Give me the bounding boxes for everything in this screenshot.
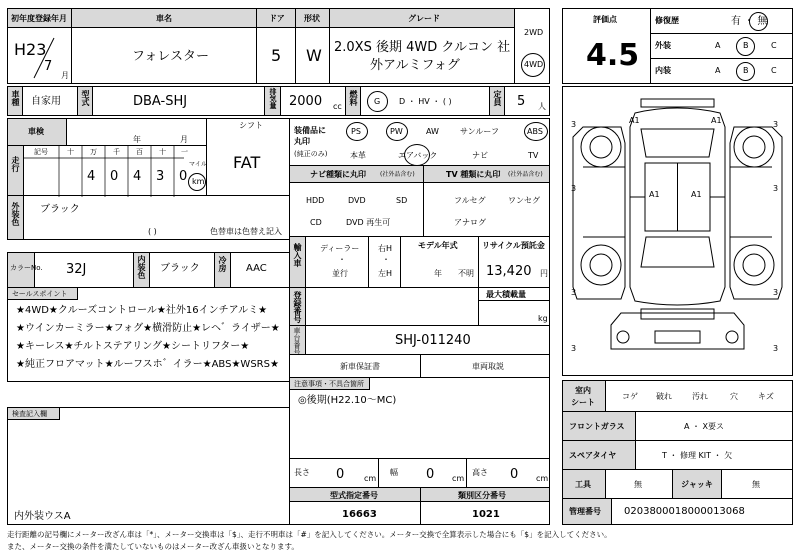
- tools-value: 無: [634, 480, 642, 489]
- displacement-value: 2000: [289, 94, 323, 109]
- sales-line: ★4WD★クルーズコントロール★社外16インチアルミ★: [16, 305, 268, 316]
- inspector-cell: 検査記入欄 内外装ウスA: [7, 407, 290, 525]
- dmg-code: A1: [649, 190, 660, 199]
- dmg-code: A1: [691, 190, 702, 199]
- type-value: DBA-SHJ: [133, 94, 188, 109]
- color-code-row: カラーNo. 32J 内装色 ブラック 冷房 AAC: [7, 252, 290, 288]
- dmg-code: A1: [711, 116, 722, 125]
- repair-none-circle: [749, 12, 768, 31]
- exterior-row: 外装 A B C: [650, 33, 793, 59]
- shift-value: FAT: [233, 153, 261, 172]
- drive-cell: 2WD 4WD: [514, 8, 550, 84]
- sales-points: セールスポイント ★4WD★クルーズコントロール★社外16インチアルミ★ ★ウインカーミラー★フォグ★横滑防止★レヘ゛ライザー★ ★キーレス★チルトステアリング★シートリフター★ ★純正フロアマット★ルーフスホ゛イラー★ABS★WSRS★: [7, 287, 290, 382]
- category-value: 1021: [472, 509, 500, 520]
- notes-cell: 注意事項・不具合箇所 ◎後期(H22.10〜MC): [289, 377, 550, 459]
- registration-row: 登録番号 最大積載量 kg: [289, 287, 550, 326]
- footer-line2: また、メーター交換の条件を満たしていないものはメーター改ざん車扱いとなります。: [7, 542, 299, 551]
- model-cell: [71, 27, 257, 84]
- interior-b-circle: [736, 62, 755, 81]
- grade-line1: 2.0XS 後期 4WD クルコン 社: [334, 40, 511, 55]
- hdr-shape: 形状: [295, 8, 330, 28]
- year-value: H23: [14, 40, 47, 59]
- tv-cell: TV 種類に丸印 (社外品含む) フルセグ ワンセグ アナログ: [423, 165, 550, 237]
- recycle-value: 13,420: [486, 264, 532, 279]
- import-row: 輸入車 ディーラー ・ 並行 右H ・ 左H モデル年式 年 不明 リサイクル預託金 13,420 円: [289, 236, 550, 288]
- shape-cell: [295, 27, 330, 84]
- dmg-code: A1: [629, 116, 640, 125]
- grade-cell: [329, 27, 515, 84]
- mileage-grid: 記号 十 万 千 百 十 一 4 0 4 3 0 マイル km: [23, 145, 207, 196]
- navi-cell: ナビ種類に丸印 (社外品含む) HDD DVD SD CD DVD 再生可: [289, 165, 424, 237]
- score-value: 4.5: [586, 38, 640, 73]
- hdr-grade: グレード: [329, 8, 515, 28]
- shift-cell: シフト FAT: [206, 118, 290, 196]
- jack-value: 無: [752, 480, 760, 489]
- door-value: 5: [271, 46, 282, 65]
- management-value: 0203800018000013068: [624, 506, 745, 517]
- score-cell: 評価点 4.5: [562, 8, 651, 84]
- warranty-row: 新車保証書 車両取説: [289, 354, 550, 378]
- door-cell: [256, 27, 296, 84]
- month-value: 7: [44, 59, 53, 74]
- chassis-value: SHJ-011240: [395, 333, 471, 348]
- car-outline-icon: [563, 87, 792, 375]
- interior-color-value: ブラック: [160, 263, 200, 274]
- notes-value: ◎後期(H22.10〜MC): [298, 395, 397, 406]
- hdr-year: 初年度登録年月: [7, 8, 72, 28]
- shape-value: W: [306, 46, 322, 65]
- ac-value: AAC: [246, 263, 267, 274]
- type-cert-value: 16663: [342, 509, 377, 520]
- vehicle-kbn: 自家用: [31, 96, 61, 107]
- mileage-digit: 4: [87, 169, 96, 184]
- capacity-value: 5: [517, 94, 526, 109]
- year-cell: H23 7 月: [7, 27, 72, 84]
- model-value: フォレスター: [132, 49, 209, 64]
- mileage-digit: 0: [110, 169, 119, 184]
- exterior-b-circle: [736, 37, 755, 56]
- repair-row: 修復歴 有 ・ 無: [650, 8, 793, 34]
- footer-line1: 走行距離の記号欄にメーター改ざん車は「*」、メーター交換車は「$」、走行不明車は「#」を記入してください。メーター交換で全算表示した場合にも「$」を記入してください。: [7, 530, 612, 539]
- color-code-value: 32J: [66, 262, 87, 277]
- mileage-digit: 3: [156, 169, 165, 184]
- color-cell: 外装色 ブラック ( ) 色替車は色替え記入: [7, 195, 290, 240]
- hdr-door: ドア: [256, 8, 296, 28]
- equipment-cell: 装備品に 丸印 (純正のみ) PS PW AW サンルーフ ABS 本革 エアバック ナビ TV: [289, 118, 550, 166]
- chassis-row: 車台番号 SHJ-011240: [289, 325, 550, 355]
- type-cert-row: 型式指定番号 類別区分番号 16663 1021: [289, 487, 550, 525]
- sales-line: ★ウインカーミラー★フォグ★横滑防止★レヘ゛ライザー★: [16, 323, 280, 334]
- interior-row: 内装 A B C: [650, 58, 793, 84]
- mileage-digit: 0: [179, 169, 188, 184]
- hdr-model: 車名: [71, 8, 257, 28]
- mileage-digit: 4: [133, 169, 142, 184]
- sales-line: ★キーレス★チルトステアリング★シートリフター★: [16, 341, 250, 352]
- grade-line2: 外アルミフォグ: [370, 58, 460, 73]
- color-value: ブラック: [40, 204, 80, 215]
- car-diagram: A1 A1 A1 A1 3 3 3 3 3 3 3 3: [562, 86, 793, 376]
- inspector-value: 内外装ウスA: [14, 511, 71, 522]
- sales-line: ★純正フロアマット★ルーフスホ゛イラー★ABS★WSRS★: [16, 359, 279, 370]
- dims-row: 長さ 0 cm 幅 0 cm 高さ 0 cm: [289, 458, 550, 488]
